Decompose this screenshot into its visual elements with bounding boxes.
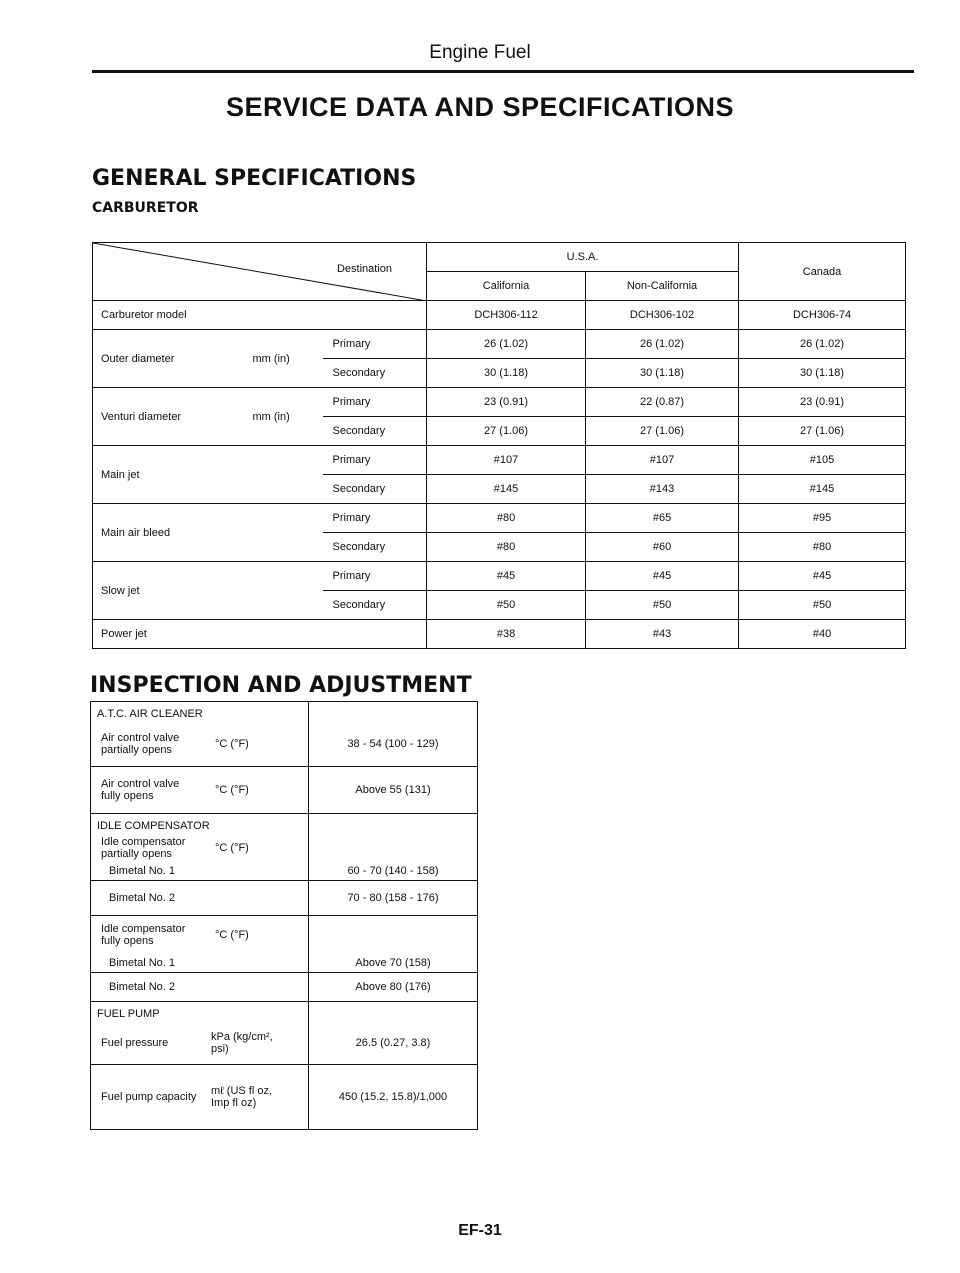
row-label: Main jet xyxy=(93,446,253,504)
cell: Above 55 (131) xyxy=(309,767,478,814)
row-unit xyxy=(253,504,323,562)
idle-title: IDLE COMPENSATOR xyxy=(91,814,309,835)
row-label: Fuel pressure xyxy=(101,1037,169,1049)
running-head: Engine Fuel xyxy=(429,42,531,63)
cell: #107 xyxy=(427,446,586,475)
cell: #80 xyxy=(427,504,586,533)
row-label: Bimetal No. 2 xyxy=(91,881,309,916)
cell: #38 xyxy=(427,620,586,649)
table-row xyxy=(91,916,478,955)
cell: 30 (1.18) xyxy=(739,359,906,388)
row-unit: kPa (kg/cm², psi) xyxy=(211,1031,273,1055)
primary-label: Primary xyxy=(323,562,427,591)
row-label: Main air bleed xyxy=(93,504,253,562)
row-unit: °C (°F) xyxy=(215,738,249,750)
cell: #40 xyxy=(739,620,906,649)
cell: #43 xyxy=(586,620,739,649)
destination-label: Destination xyxy=(336,263,393,275)
row-label: Bimetal No. 2 xyxy=(91,973,309,1002)
cell: 27 (1.06) xyxy=(739,417,906,446)
cell: #80 xyxy=(739,533,906,562)
cell: #45 xyxy=(739,562,906,591)
non-california-header: Non-California xyxy=(586,272,739,301)
secondary-label: Secondary xyxy=(323,417,427,446)
cell: 30 (1.18) xyxy=(427,359,586,388)
cell: #143 xyxy=(586,475,739,504)
row-label: Slow jet xyxy=(93,562,253,620)
table-row xyxy=(93,562,906,591)
table-row xyxy=(91,767,478,814)
primary-label: Primary xyxy=(323,388,427,417)
california-header: California xyxy=(427,272,586,301)
cell: DCH306-74 xyxy=(739,301,906,330)
cell: 30 (1.18) xyxy=(586,359,739,388)
secondary-label: Secondary xyxy=(323,359,427,388)
cell: 26 (1.02) xyxy=(427,330,586,359)
cell: DCH306-112 xyxy=(427,301,586,330)
cell: 60 - 70 (140 - 158) xyxy=(309,862,478,881)
carburetor-spec-table xyxy=(92,242,906,649)
row-unit: °C (°F) xyxy=(215,842,249,854)
row-label: Bimetal No. 1 xyxy=(91,862,309,881)
page-number: EF-31 xyxy=(458,1222,502,1239)
row-label: Fuel pump capacity xyxy=(101,1091,197,1103)
fuel-pump-title: FUEL PUMP xyxy=(91,1002,309,1023)
cell: #95 xyxy=(739,504,906,533)
row-label: Air control valve partially opens xyxy=(101,732,180,756)
cell: #50 xyxy=(427,591,586,620)
table-row xyxy=(93,620,906,649)
table-row xyxy=(91,834,478,862)
secondary-label: Secondary xyxy=(323,533,427,562)
row-unit: mm (in) xyxy=(253,330,323,388)
atc-title: A.T.C. AIR CLEANER xyxy=(91,702,309,723)
row-label: Outer diameter xyxy=(93,330,253,388)
cell: 27 (1.06) xyxy=(586,417,739,446)
secondary-label: Secondary xyxy=(323,591,427,620)
table-row xyxy=(93,388,906,417)
row-label: Power jet xyxy=(93,620,427,649)
primary-label: Primary xyxy=(323,446,427,475)
usa-header: U.S.A. xyxy=(427,243,739,272)
cell: 26.5 (0.27, 3.8) xyxy=(309,1022,478,1065)
header-rule xyxy=(92,70,914,73)
table-row xyxy=(91,1022,478,1065)
cell: Above 70 (158) xyxy=(309,954,478,973)
primary-label: Primary xyxy=(323,504,427,533)
inspection-adjustment-heading: INSPECTION AND ADJUSTMENT xyxy=(90,673,472,698)
table-row xyxy=(93,301,906,330)
carburetor-subheading: CARBURETOR xyxy=(92,200,199,216)
cell: 26 (1.02) xyxy=(739,330,906,359)
row-label: Venturi diameter xyxy=(93,388,253,446)
cell: 450 (15.2, 15.8)/1,000 xyxy=(309,1065,478,1130)
cell: #60 xyxy=(586,533,739,562)
table-row xyxy=(91,973,478,1002)
canada-header: Canada xyxy=(739,243,906,301)
cell: #50 xyxy=(586,591,739,620)
cell: #50 xyxy=(739,591,906,620)
general-specifications-heading: GENERAL SPECIFICATIONS xyxy=(92,166,417,191)
row-label: Idle compensator fully opens xyxy=(101,923,186,947)
cell: DCH306-102 xyxy=(586,301,739,330)
row-label: Carburetor model xyxy=(93,301,427,330)
cell: 27 (1.06) xyxy=(427,417,586,446)
table-row xyxy=(91,862,478,881)
table-row xyxy=(91,954,478,973)
cell: #105 xyxy=(739,446,906,475)
primary-label: Primary xyxy=(323,330,427,359)
cell: #45 xyxy=(427,562,586,591)
row-label: Idle compensator partially opens xyxy=(101,836,186,860)
row-label: Bimetal No. 1 xyxy=(91,954,309,973)
table-row xyxy=(93,504,906,533)
table-row xyxy=(91,722,478,767)
cell: #107 xyxy=(586,446,739,475)
cell: 23 (0.91) xyxy=(427,388,586,417)
page-title: SERVICE DATA AND SPECIFICATIONS xyxy=(225,92,735,122)
table-row xyxy=(93,446,906,475)
row-label: Air control valve fully opens xyxy=(101,778,180,802)
row-unit: °C (°F) xyxy=(215,929,249,941)
cell: #145 xyxy=(739,475,906,504)
inspection-table xyxy=(90,701,478,1130)
cell: #80 xyxy=(427,533,586,562)
cell: 70 - 80 (158 - 176) xyxy=(309,881,478,916)
cell: #45 xyxy=(586,562,739,591)
cell: Above 80 (176) xyxy=(309,973,478,1002)
row-unit: mℓ (US fl oz, Imp fl oz) xyxy=(211,1085,273,1109)
cell: 23 (0.91) xyxy=(739,388,906,417)
cell: #65 xyxy=(586,504,739,533)
row-unit xyxy=(253,446,323,504)
row-unit: °C (°F) xyxy=(215,784,249,796)
table-row xyxy=(91,1065,478,1130)
cell: 26 (1.02) xyxy=(586,330,739,359)
table-row xyxy=(93,330,906,359)
row-unit xyxy=(253,562,323,620)
cell: 38 - 54 (100 - 129) xyxy=(309,722,478,767)
destination-header xyxy=(93,243,427,301)
cell: 22 (0.87) xyxy=(586,388,739,417)
cell: #145 xyxy=(427,475,586,504)
row-unit: mm (in) xyxy=(253,388,323,446)
secondary-label: Secondary xyxy=(323,475,427,504)
table-row xyxy=(91,881,478,916)
